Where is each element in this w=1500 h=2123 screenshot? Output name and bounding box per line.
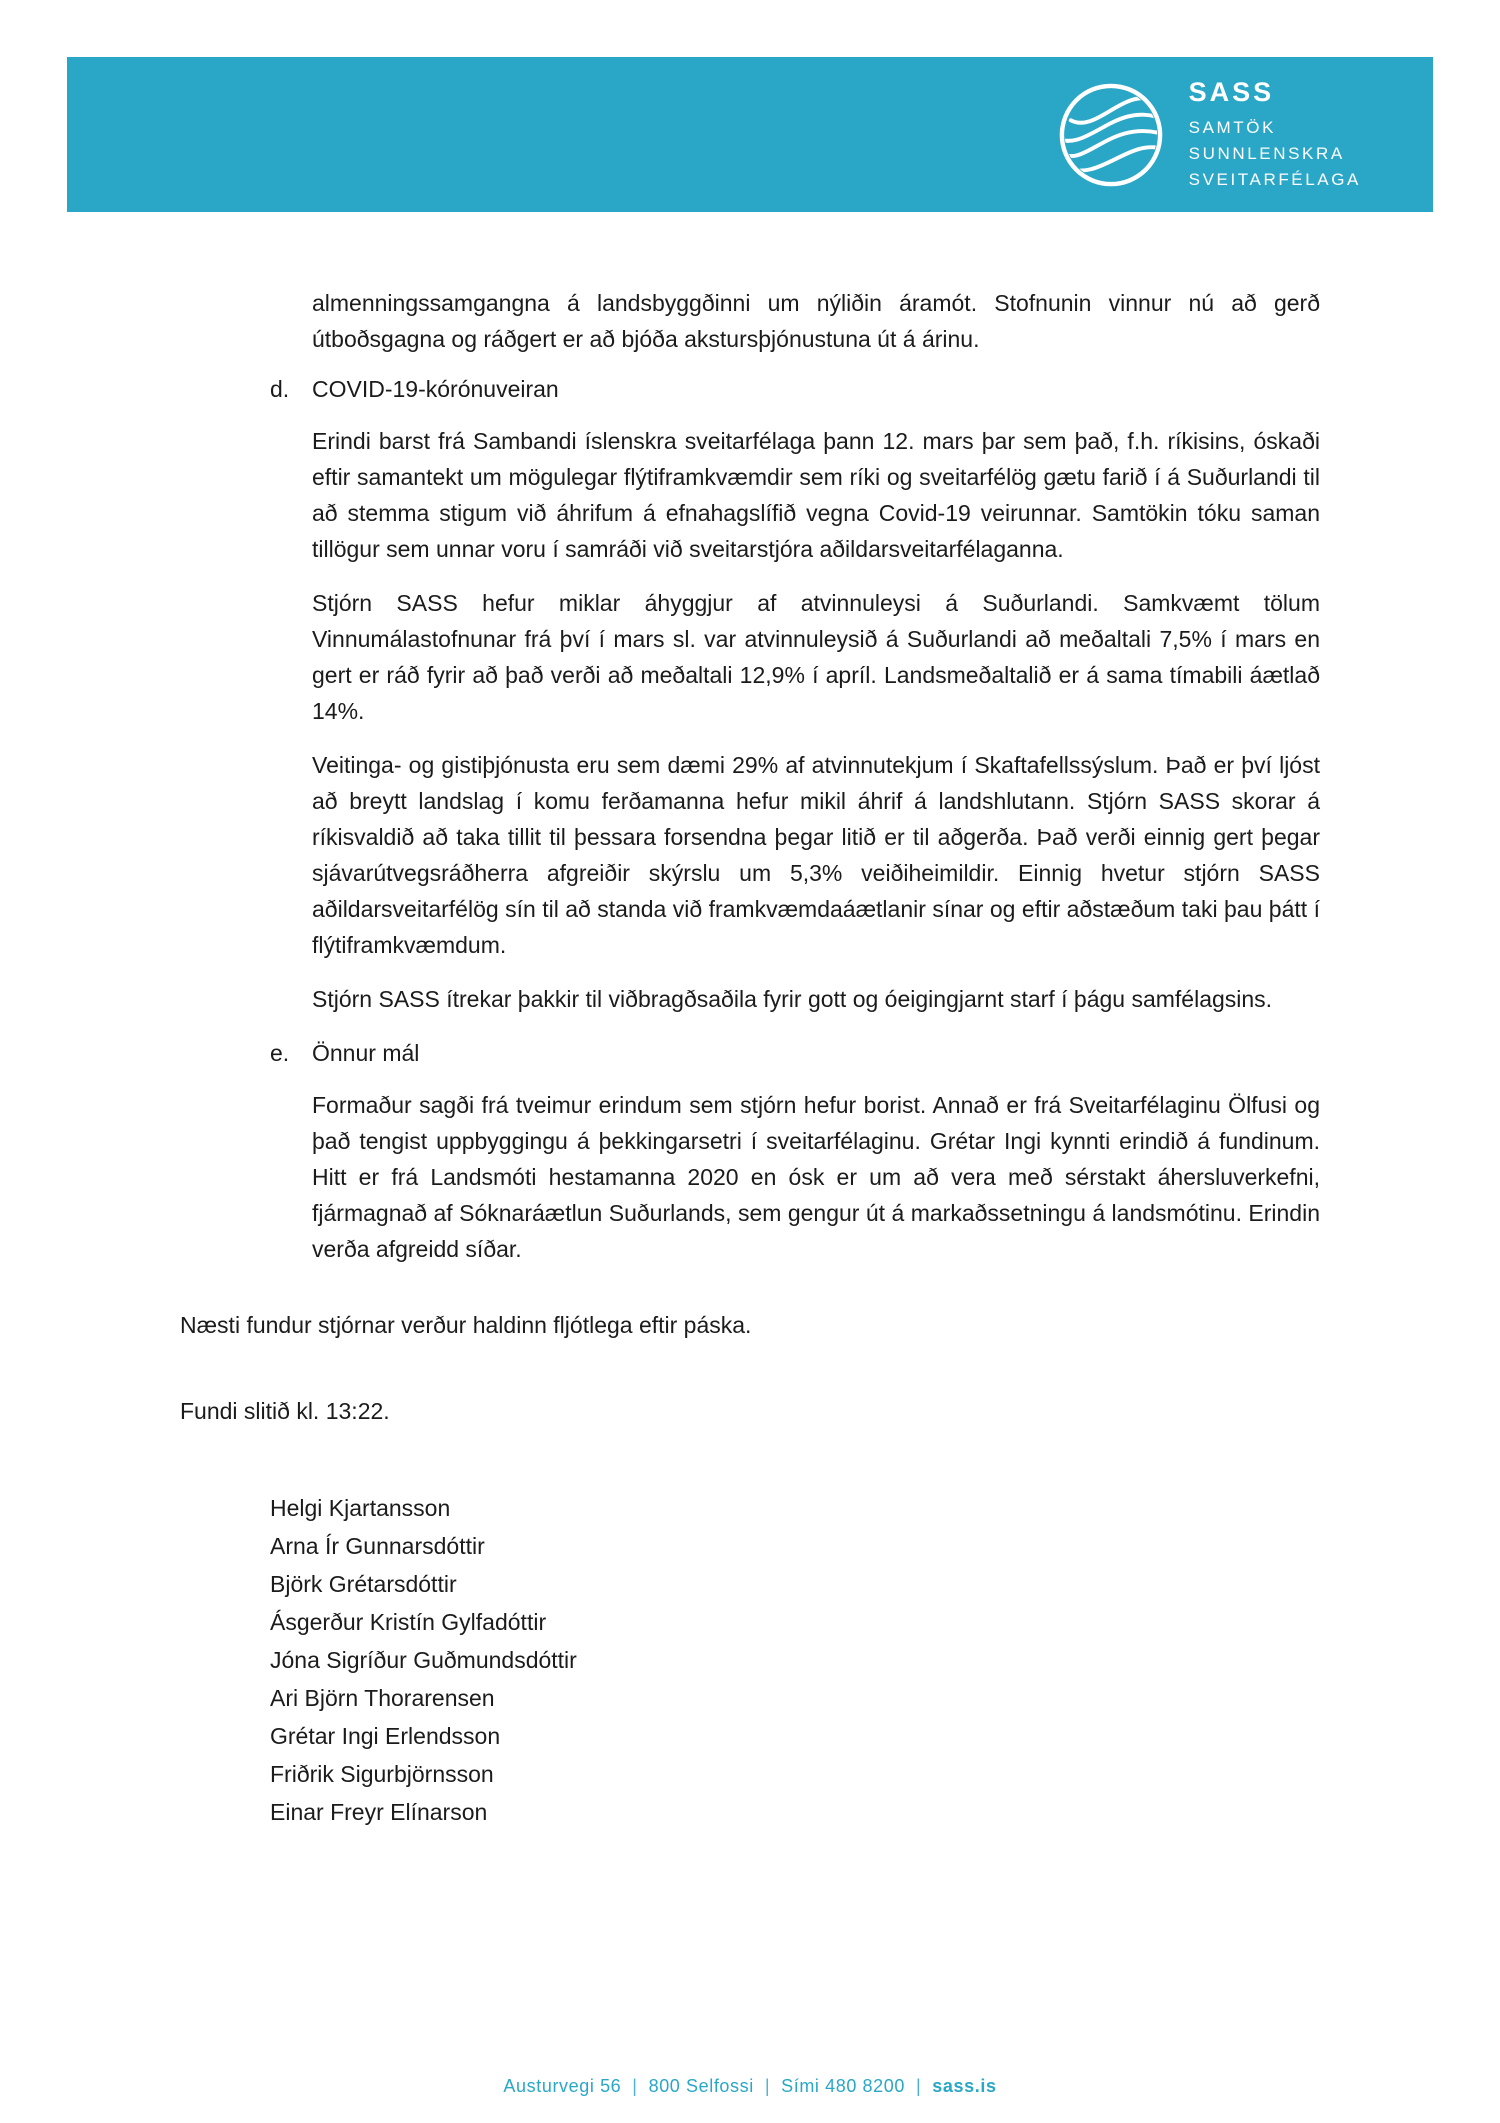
org-subtitle-line-3: SVEITARFÉLAGA [1188, 169, 1361, 189]
signature-name: Ari Björn Thorarensen [270, 1685, 495, 1711]
signature-list [270, 1489, 1320, 1831]
footer-phone: Sími 480 8200 [781, 2076, 906, 2096]
list-item-label: d. [270, 376, 290, 402]
signature-name: Jóna Sigríður Guðmundsdóttir [270, 1647, 577, 1673]
footer-address: Austurvegi 56 [503, 2076, 622, 2096]
signature-name: Björk Grétarsdóttir [270, 1571, 457, 1597]
header-banner [67, 57, 1433, 212]
org-subtitle-line-2: SUNNLENSKRA [1188, 143, 1345, 163]
paragraph-continuation: almenningssamgangna á landsbyggðinni um nýliðin áramót. Stofnunin vinnur nú að gerð útboðsgagna og ráðgert er að bjóða akstursþjónustuna út á árinu. [312, 290, 1320, 352]
paragraph: Stjórn SASS ítrekar þakkir til viðbragðsaðila fyrir gott og óeigingjarnt starf í þágu samfélagsins. [312, 986, 1273, 1012]
list-item-label: e. [270, 1040, 290, 1066]
footer-separator: | [916, 2076, 922, 2096]
paragraph: Stjórn SASS hefur miklar áhyggjur af atvinnuleysi á Suðurlandi. Samkvæmt tölum Vinnumálastofnunar frá því í mars sl. var atvinnuleysið á Suðurlandi að meðaltali 7,5% í mars en gert er ráð fyrir að það verði að meðaltali 12,9% í apríl. Landsmeðaltalið er á sama tímabili áætlað 14%. [312, 590, 1320, 724]
list-item-e [270, 1035, 1320, 1071]
list-item-title: Önnur mál [312, 1040, 420, 1066]
footer-separator: | [764, 2076, 771, 2096]
signature-name: Helgi Kjartansson [270, 1495, 451, 1521]
list-item-title: COVID-19-kórónuveiran [312, 376, 559, 402]
org-subtitle-line-1: SAMTÖK [1188, 117, 1277, 137]
page-footer [0, 2076, 1500, 2097]
next-meeting-note: Næsti fundur stjórnar verður haldinn fljótlega eftir páska. [180, 1312, 752, 1338]
signature-name: Arna Ír Gunnarsdóttir [270, 1533, 485, 1559]
sass-logo-icon [1057, 81, 1165, 189]
org-name: SASS [1188, 76, 1275, 107]
footer-website: sass.is [932, 2076, 997, 2096]
signature-name: Grétar Ingi Erlendsson [270, 1723, 501, 1749]
signature-name: Ásgerður Kristín Gylfadóttir [270, 1609, 547, 1635]
paragraph: Formaður sagði frá tveimur erindum sem stjórn hefur borist. Annað er frá Sveitarfélaginu Ölfusi og það tengist uppbyggingu á þekkingarsetri í sveitarfélaginu. Grétar Ingi kynnti erindið á fundinum. Hitt er frá Landsmóti hestamanna 2020 en ósk er um að vera með sérstakt áhersluverkefni, fjármagnað af Sóknaráætlun Suðurlands, sem gengur út á markaðssetningu á landsmótinu. Erindin verða afgreidd síðar. [312, 1092, 1320, 1262]
org-identity [1189, 77, 1361, 193]
document-body [180, 285, 1320, 1831]
signature-name: Friðrik Sigurbjörnsson [270, 1761, 494, 1787]
list-item-d [270, 371, 1320, 407]
paragraph: Erindi barst frá Sambandi íslenskra sveitarfélaga þann 12. mars þar sem það, f.h. ríkisins, óskaði eftir samantekt um mögulegar flýtiframkvæmdir sem ríki og sveitarfélög gætu farið í á Suðurlandi til að stemma stigum við áhrifum á efnahagslífið vegna Covid-19 veirunnar. Samtökin tóku saman tillögur sem unnar voru í samráði við sveitarstjóra aðildarsveitarfélaganna. [312, 428, 1320, 562]
footer-city: 800 Selfossi [648, 2076, 754, 2096]
signature-name: Einar Freyr Elínarson [270, 1799, 488, 1825]
paragraph: Veitinga- og gistiþjónusta eru sem dæmi 29% af atvinnutekjum í Skaftafellssýslum. Það er því ljóst að breytt landslag í komu ferðamanna hefur mikil áhrif á landshlutann. Stjórn SASS skorar á ríkisvaldið að taka tillit til þessara forsendna þegar litið er til aðgerða. Það verði einnig gert þegar sjávarútvegsráðherra afgreiðir skýrslu um 5,3% veiðiheimildir. Einnig hvetur stjórn SASS aðildarsveitarfélög sín til að standa við framkvæmdaáætlanir sínar og eftir aðstæðum taki þau þátt í flýtiframkvæmdum. [312, 752, 1320, 958]
footer-separator: | [632, 2076, 638, 2096]
meeting-adjourned-note: Fundi slitið kl. 13:22. [180, 1398, 390, 1424]
